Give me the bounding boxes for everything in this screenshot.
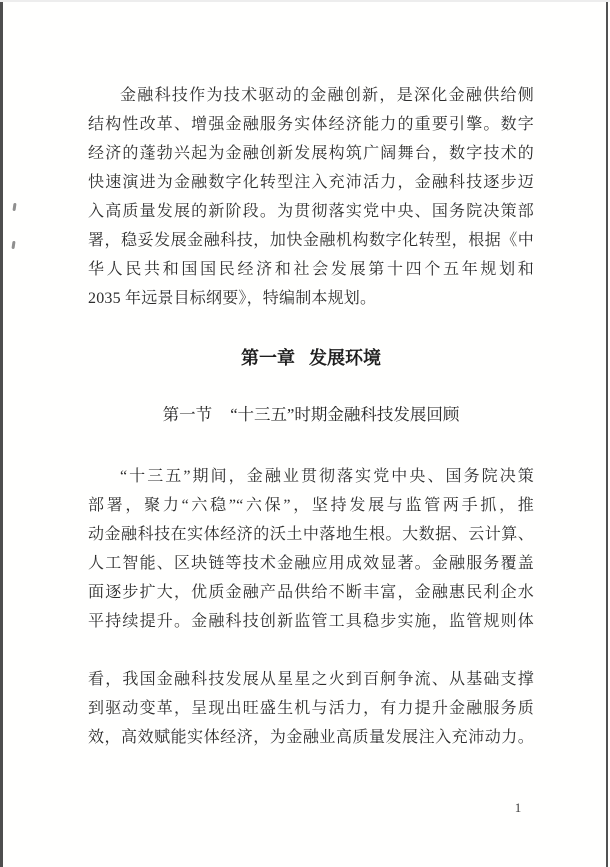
review-paragraph: [88, 462, 534, 752]
section-number: 第一节: [162, 405, 213, 424]
text-line: 面逐步扩大，优质金融产品供给不断丰富，金融惠民利企水: [88, 584, 534, 601]
text-line: 人工智能、区块链等技术金融应用成效显著。金融服务覆盖: [88, 555, 534, 572]
chapter-number: 第一章: [240, 348, 295, 368]
section-heading: [88, 400, 534, 429]
page-content: [88, 0, 534, 867]
text-line: 快速演进为金融数字化转型注入充沛活力，金融科技逐步迈: [88, 174, 534, 191]
text-line: 结构性改革、增强金融服务实体经济能力的重要引擎。数字: [88, 116, 534, 133]
text-line: [88, 636, 534, 665]
page-number: 1: [514, 800, 522, 815]
text-line: 经济的蓬勃兴起为金融创新发展构筑广阔舞台，数字技术的: [88, 145, 534, 162]
text-line: 金融科技作为技术驱动的金融创新，是深化金融供给侧: [120, 87, 534, 104]
text-line: 平持续提升。金融科技创新监管工具稳步实施，监管规则体: [88, 613, 534, 630]
scan-edge-left: [0, 0, 3, 867]
text-line: 部署，聚力“六稳”“六保”，坚持发展与监管两手抓，推: [88, 497, 534, 514]
scan-artifact-speck: [11, 241, 15, 249]
text-line: “十三五”期间，金融业贯彻落实党中央、国务院决策: [120, 468, 534, 485]
section-title: “十三五”时期金融科技发展回顾: [230, 405, 460, 424]
text-line: 入高质量发展的新阶段。为贯彻落实党中央、国务院决策部: [88, 203, 534, 220]
scan-artifact-speck: [12, 203, 16, 211]
text-line: 看，我国金融科技发展从星星之火到百舸争流、从基础支撑: [88, 671, 534, 688]
text-line: 动金融科技在实体经济的沃土中落地生根。大数据、云计算、: [88, 526, 534, 543]
text-line: 效，高效赋能实体经济，为金融业高质量发展注入充沛动力。: [88, 729, 534, 746]
chapter-heading: [88, 344, 534, 373]
text-line: 署，稳妥发展金融科技，加快金融机构数字化转型，根据《中: [88, 232, 534, 249]
scan-edge-right: [606, 0, 608, 867]
chapter-title: 发展环境: [309, 348, 381, 368]
text-line: 华人民共和国国民经济和社会发展第十四个五年规划和: [88, 261, 534, 278]
text-line: 到驱动变革，呈现出旺盛生机与活力，有力提升金融服务质: [88, 700, 534, 717]
intro-paragraph: [88, 81, 534, 313]
text-line: 2035 年远景目标纲要》，特编制本规划。: [88, 290, 377, 307]
